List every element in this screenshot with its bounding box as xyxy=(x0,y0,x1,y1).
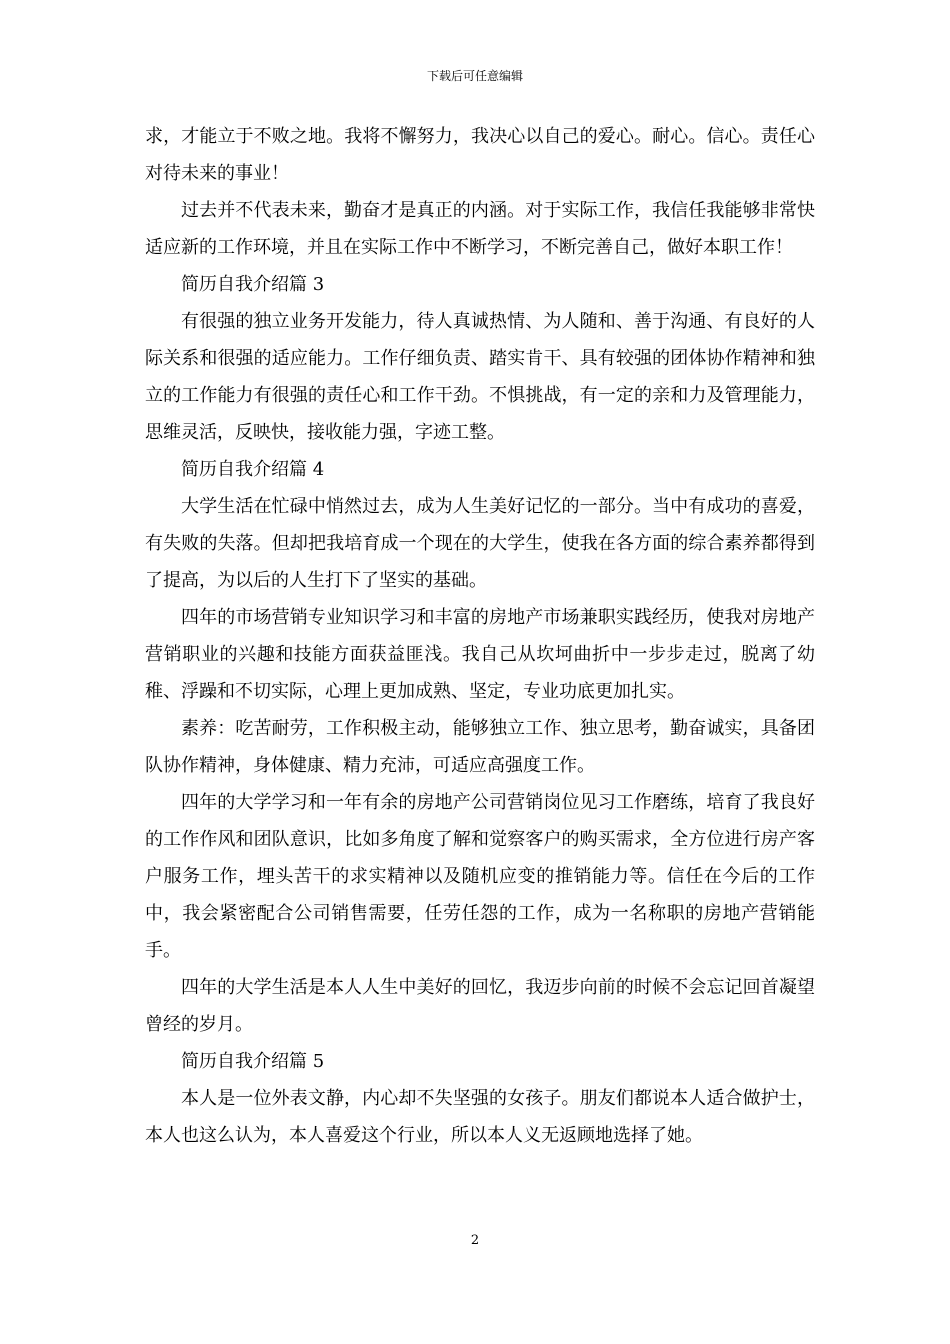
section-heading-3: 简历自我介绍篇 3 xyxy=(181,274,325,295)
paragraph: 素养：吃苦耐劳，工作积极主动，能够独立工作、独立思考，勤奋诚实，具备团队协作精神，身体健康、精力充沛，可适应高强度工作。 xyxy=(145,718,815,776)
paragraph: 四年的大学学习和一年有余的房地产公司营销岗位见习工作磨练，培育了我良好的工作作风和团队意识，比如多角度了解和觉察客户的购买需求，全方位进行房产客户服务工作，埋头苦干的求实精神以及随机应变的推销能力等。信任在今后的工作中，我会紧密配合公司销售需要，任劳任怨的工作，成为一名称职的房地产营销能手。 xyxy=(145,792,815,961)
section-heading-4: 简历自我介绍篇 4 xyxy=(181,459,325,480)
paragraph: 四年的市场营销专业知识学习和丰富的房地产市场兼职实践经历，使我对房地产营销职业的兴趣和技能方面获益匪浅。我自己从坎坷曲折中一步步走过，脱离了幼稚、浮躁和不切实际，心理上更加成熟、坚定，专业功底更加扎实。 xyxy=(145,607,815,702)
paragraph-continuation: 求，才能立于不败之地。我将不懈努力，我决心以自己的爱心。耐心。信心。责任心对待未来的事业！ xyxy=(145,126,815,184)
paragraph: 大学生活在忙碌中悄然过去，成为人生美好记忆的一部分。当中有成功的喜爱，有失败的失落。但却把我培育成一个现在的大学生，使我在各方面的综合素养都得到了提高，为以后的人生打下了坚实的基础。 xyxy=(145,496,815,591)
document-body xyxy=(145,118,815,1154)
paragraph: 有很强的独立业务开发能力，待人真诚热情、为人随和、善于沟通、有良好的人际关系和很强的适应能力。工作仔细负责、踏实肯干、具有较强的团体协作精神和独立的工作能力有很强的责任心和工作干劲。不惧挑战，有一定的亲和力及管理能力，思维灵活，反映快，接收能力强，字迹工整。 xyxy=(145,311,815,443)
section-heading-5: 简历自我介绍篇 5 xyxy=(181,1051,325,1072)
page-header: 下载后可任意编辑 xyxy=(426,69,523,83)
paragraph: 本人是一位外表文静，内心却不失坚强的女孩子。朋友们都说本人适合做护士，本人也这么认为，本人喜爱这个行业，所以本人义无返顾地选择了她。 xyxy=(145,1088,815,1146)
paragraph: 四年的大学生活是本人人生中美好的回忆，我迈步向前的时候不会忘记回首凝望曾经的岁月。 xyxy=(145,977,815,1035)
page-number: 2 xyxy=(470,1233,480,1248)
paragraph: 过去并不代表未来，勤奋才是真正的内涵。对于实际工作，我信任我能够非常快适应新的工作环境，并且在实际工作中不断学习，不断完善自己，做好本职工作！ xyxy=(145,200,815,258)
